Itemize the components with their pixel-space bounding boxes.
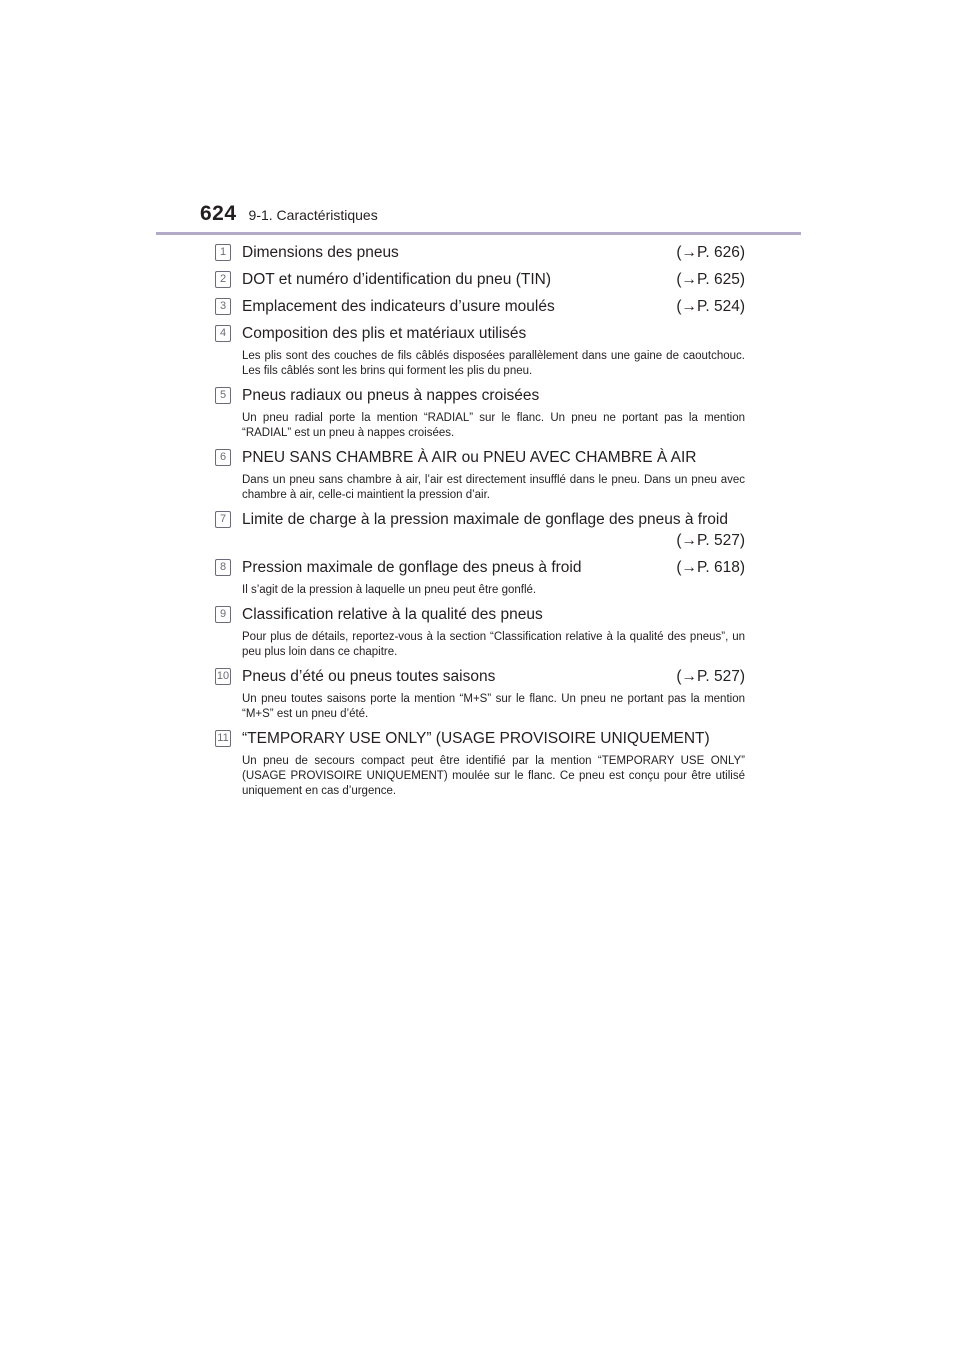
legend-item-8 <box>215 557 745 598</box>
legend-item-4 <box>215 323 745 379</box>
item-number-badge: 2 <box>215 271 231 288</box>
item-number-badge: 9 <box>215 606 231 623</box>
page-reference-link[interactable]: (→P. 626) <box>676 244 745 261</box>
item-number-badge: 1 <box>215 244 231 261</box>
item-number-badge: 7 <box>215 511 231 528</box>
page-reference-link[interactable]: (→P. 524) <box>676 298 745 315</box>
item-title: Classification relative à la qualité des pneus <box>242 606 543 623</box>
page-reference-link[interactable]: (→P. 527) <box>676 532 745 549</box>
legend-item-10 <box>215 666 745 722</box>
legend-item-9 <box>215 604 745 660</box>
legend-item-3 <box>215 296 745 317</box>
legend-item-2 <box>215 269 745 290</box>
item-title: Pneus radiaux ou pneus à nappes croisées <box>242 387 540 404</box>
legend-item-11 <box>215 728 745 799</box>
item-title: Emplacement des indicateurs d’usure moulés <box>242 298 555 315</box>
item-number-badge: 8 <box>215 559 231 576</box>
page-reference-link[interactable]: (→P. 527) <box>676 668 745 685</box>
section-title: 9-1. Caractéristiques <box>248 207 378 223</box>
item-description: Les plis sont des couches de fils câblés disposées parallèlement dans une gaine de caoutchouc. Les fils câblés sont les brins qui forment les plis du pneu. <box>242 350 745 377</box>
item-description: Il s’agit de la pression à laquelle un pneu peut être gonflé. <box>242 584 537 596</box>
legend-item-6 <box>215 447 745 503</box>
item-description: Un pneu toutes saisons porte la mention “M+S” sur le flanc. Un pneu ne portant pas la mention “M+S” est un pneu d’été. <box>242 693 745 720</box>
item-title: Pneus d’été ou pneus toutes saisons <box>242 668 496 685</box>
item-number-badge: 5 <box>215 387 231 404</box>
page-reference-link[interactable]: (→P. 618) <box>676 559 745 576</box>
item-title: PNEU SANS CHAMBRE À AIR ou PNEU AVEC CHAMBRE À AIR <box>242 449 697 466</box>
item-number-badge: 6 <box>215 449 231 466</box>
item-number-badge: 10 <box>215 668 231 685</box>
item-title: Pression maximale de gonflage des pneus à froid <box>242 559 582 576</box>
page-reference-link[interactable]: (→P. 625) <box>676 271 745 288</box>
header-rule <box>156 232 801 235</box>
legend-item-1 <box>215 242 745 263</box>
page-number: 624 <box>200 202 237 225</box>
item-title: Composition des plis et matériaux utilisés <box>242 325 527 342</box>
tire-label-legend <box>215 242 745 805</box>
item-description: Un pneu de secours compact peut être identifié par la mention “TEMPORARY USE ONLY” (USAGE PROVISOIRE UNIQUEMENT) moulée sur le flanc. Ce pneu est conçu pour être utilisé uniquement en cas d’urgence. <box>242 755 745 797</box>
item-number-badge: 11 <box>215 730 231 747</box>
page-header <box>200 202 378 226</box>
legend-item-5 <box>215 385 745 441</box>
legend-item-7 <box>215 509 745 551</box>
item-description: Pour plus de détails, reportez-vous à la section “Classification relative à la qualité des pneus”, un peu plus loin dans ce chapitre. <box>242 631 745 658</box>
item-description: Un pneu radial porte la mention “RADIAL” sur le flanc. Un pneu ne portant pas la mention “RADIAL” est un pneu à nappes croisées. <box>242 412 745 439</box>
item-title: DOT et numéro d’identification du pneu (TIN) <box>242 271 552 288</box>
item-title: Dimensions des pneus <box>242 244 399 261</box>
item-description: Dans un pneu sans chambre à air, l’air est directement insufflé dans le pneu. Dans un pneu avec chambre à air, celle-ci maintient la pression d’air. <box>242 474 745 501</box>
item-title: Limite de charge à la pression maximale de gonflage des pneus à froid <box>242 511 728 528</box>
item-number-badge: 4 <box>215 325 231 342</box>
item-number-badge: 3 <box>215 298 231 315</box>
item-title: “TEMPORARY USE ONLY” (USAGE PROVISOIRE UNIQUEMENT) <box>242 730 710 747</box>
